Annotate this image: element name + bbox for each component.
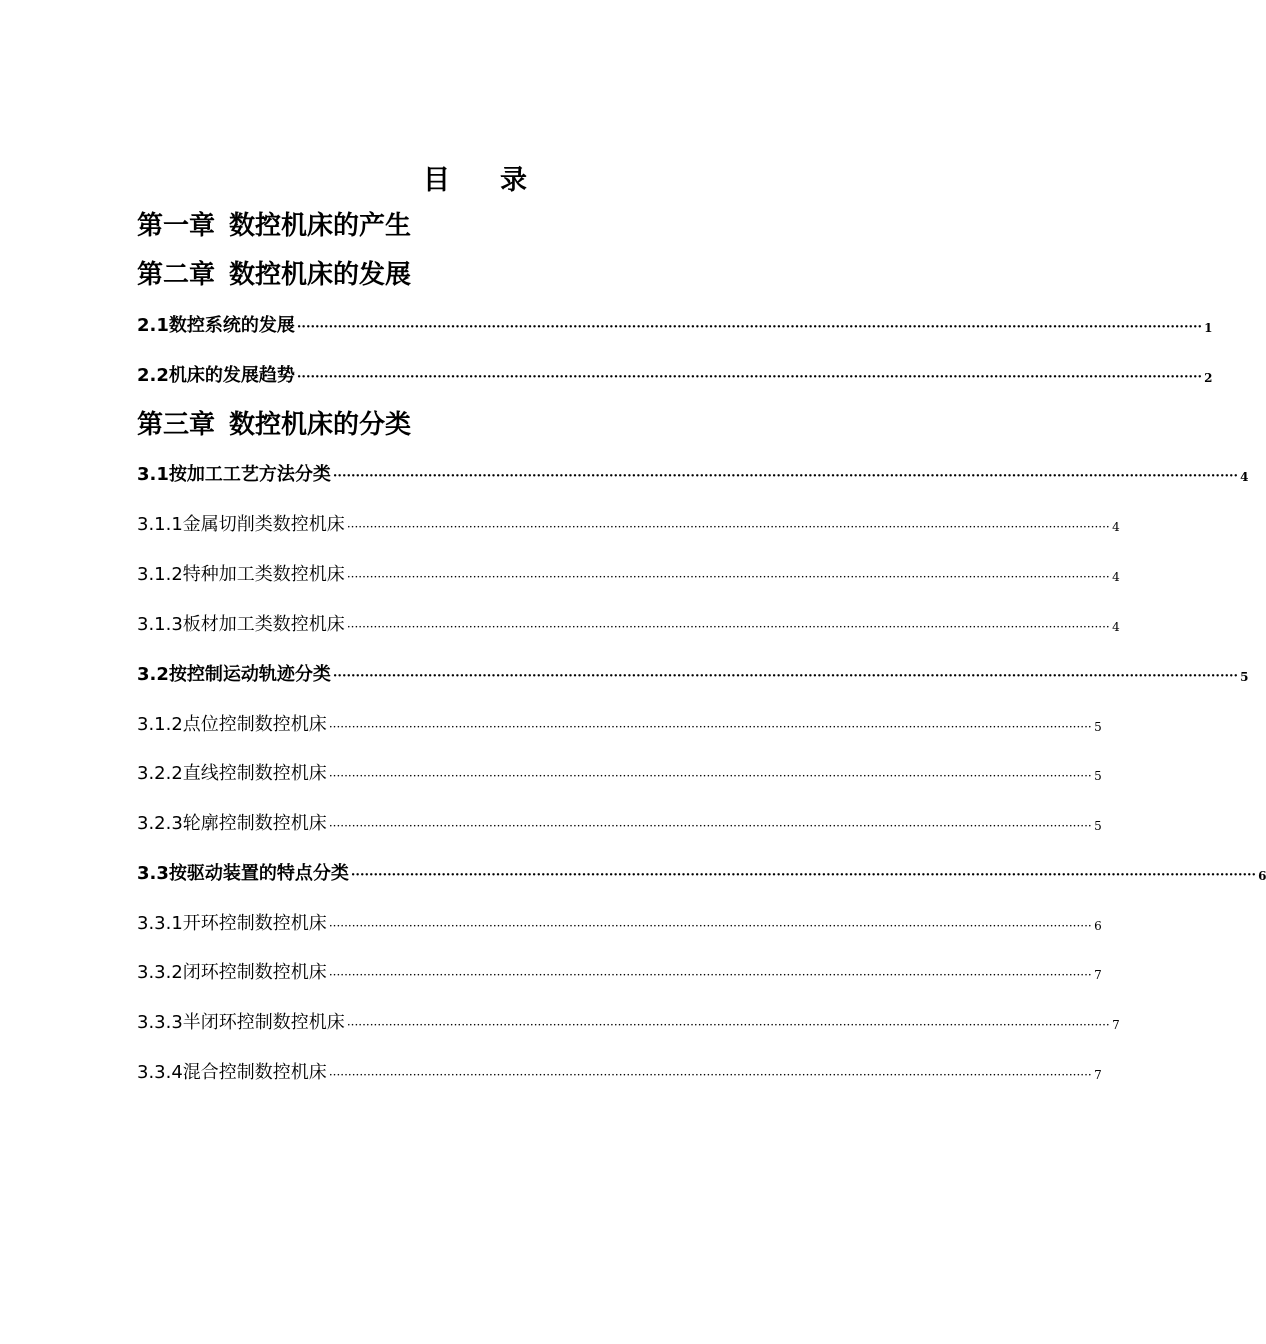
toc-entry-label: 3.3.1开环控制数控机床 — [137, 913, 327, 934]
dot-leader: ········································································································································································································ — [328, 769, 1092, 783]
chapter-title: 数控机床的发展 — [229, 260, 412, 290]
toc-entry-page: 5 — [1094, 819, 1102, 833]
toc-entry-page: 7 — [1112, 1018, 1120, 1032]
toc-entry-page: 7 — [1094, 1068, 1102, 1082]
dot-leader: ········································································································································································································ — [328, 919, 1092, 933]
toc-title-left: 目 — [423, 165, 450, 196]
toc-entry[interactable] — [137, 912, 1102, 936]
toc-entry-label: 3.3.3半闭环控制数控机床 — [137, 1012, 345, 1033]
toc-entry-page: 5 — [1094, 720, 1102, 734]
dot-leader: ········································································································································································································ — [296, 370, 1203, 385]
dot-leader: ········································································································································································································ — [328, 720, 1092, 734]
dot-leader: ········································································································································································································ — [328, 1068, 1092, 1082]
dot-leader: ········································································································································································································ — [332, 669, 1239, 684]
toc-entry[interactable] — [137, 314, 1213, 338]
toc-entry-page: 7 — [1094, 968, 1102, 982]
dot-leader: ········································································································································································································ — [346, 520, 1110, 534]
toc-entry[interactable] — [137, 812, 1102, 836]
toc-entry[interactable] — [137, 364, 1213, 388]
toc-entry[interactable] — [137, 1011, 1120, 1035]
chapter-heading[interactable] — [137, 408, 798, 442]
dot-leader: ········································································································································································································ — [350, 868, 1257, 883]
toc-entry-label: 3.2.3轮廓控制数控机床 — [137, 813, 327, 834]
chapter-title: 数控机床的产生 — [229, 211, 412, 241]
toc-entry-page: 6 — [1094, 919, 1102, 933]
toc-entry-label: 2.1数控系统的发展 — [137, 315, 295, 336]
toc-entry-label: 3.1.3板材加工类数控机床 — [137, 614, 345, 635]
toc-entry[interactable] — [137, 663, 1249, 687]
toc-entry[interactable] — [137, 762, 1102, 786]
toc-entry-page: 2 — [1204, 371, 1213, 385]
toc-entry-page: 6 — [1258, 869, 1266, 883]
toc-entry-page: 5 — [1240, 670, 1249, 684]
chapter-heading[interactable] — [137, 209, 798, 243]
toc-entry-label: 3.1.2特种加工类数控机床 — [137, 564, 345, 585]
chapter-title: 数控机床的分类 — [229, 410, 412, 440]
dot-leader: ········································································································································································································ — [328, 968, 1092, 982]
toc-entry-label: 3.1按加工工艺方法分类 — [137, 464, 331, 485]
toc-entry[interactable] — [137, 961, 1102, 985]
toc-entry-page: 4 — [1240, 470, 1249, 484]
toc-entry-label: 3.3.4混合控制数控机床 — [137, 1062, 327, 1083]
toc-entry[interactable] — [137, 563, 1120, 587]
toc-entry[interactable] — [137, 613, 1120, 637]
chapter-number: 第一章 — [137, 211, 216, 241]
toc-entry[interactable] — [137, 463, 1249, 487]
dot-leader: ········································································································································································································ — [346, 570, 1110, 584]
toc-entry-page: 4 — [1112, 620, 1120, 634]
toc-entry-label: 3.3按驱动装置的特点分类 — [137, 863, 349, 884]
toc-entry[interactable] — [137, 513, 1120, 537]
toc-title — [0, 158, 950, 197]
toc-entry-label: 3.2按控制运动轨迹分类 — [137, 664, 331, 685]
dot-leader: ········································································································································································································ — [296, 320, 1203, 335]
toc-title-right: 录 — [500, 165, 527, 196]
toc-entry-page: 4 — [1112, 570, 1120, 584]
toc-entry-label: 3.1.2点位控制数控机床 — [137, 714, 327, 735]
dot-leader: ········································································································································································································ — [332, 469, 1239, 484]
toc-entry-label: 3.1.1金属切削类数控机床 — [137, 514, 345, 535]
toc-entry-label: 2.2机床的发展趋势 — [137, 365, 295, 386]
toc-entry[interactable] — [137, 862, 1266, 886]
toc-entry-label: 3.2.2直线控制数控机床 — [137, 763, 327, 784]
dot-leader: ········································································································································································································ — [328, 819, 1092, 833]
toc-entry[interactable] — [137, 713, 1102, 737]
toc-entry-page: 5 — [1094, 769, 1102, 783]
toc-entry[interactable] — [137, 1061, 1102, 1085]
dot-leader: ········································································································································································································ — [346, 1018, 1110, 1032]
dot-leader: ········································································································································································································ — [346, 620, 1110, 634]
toc-entry-page: 4 — [1112, 520, 1120, 534]
chapter-number: 第二章 — [137, 260, 216, 290]
toc-entry-label: 3.3.2闭环控制数控机床 — [137, 962, 327, 983]
toc-entry-page: 1 — [1204, 321, 1213, 335]
chapter-number: 第三章 — [137, 410, 216, 440]
chapter-heading[interactable] — [137, 258, 798, 292]
